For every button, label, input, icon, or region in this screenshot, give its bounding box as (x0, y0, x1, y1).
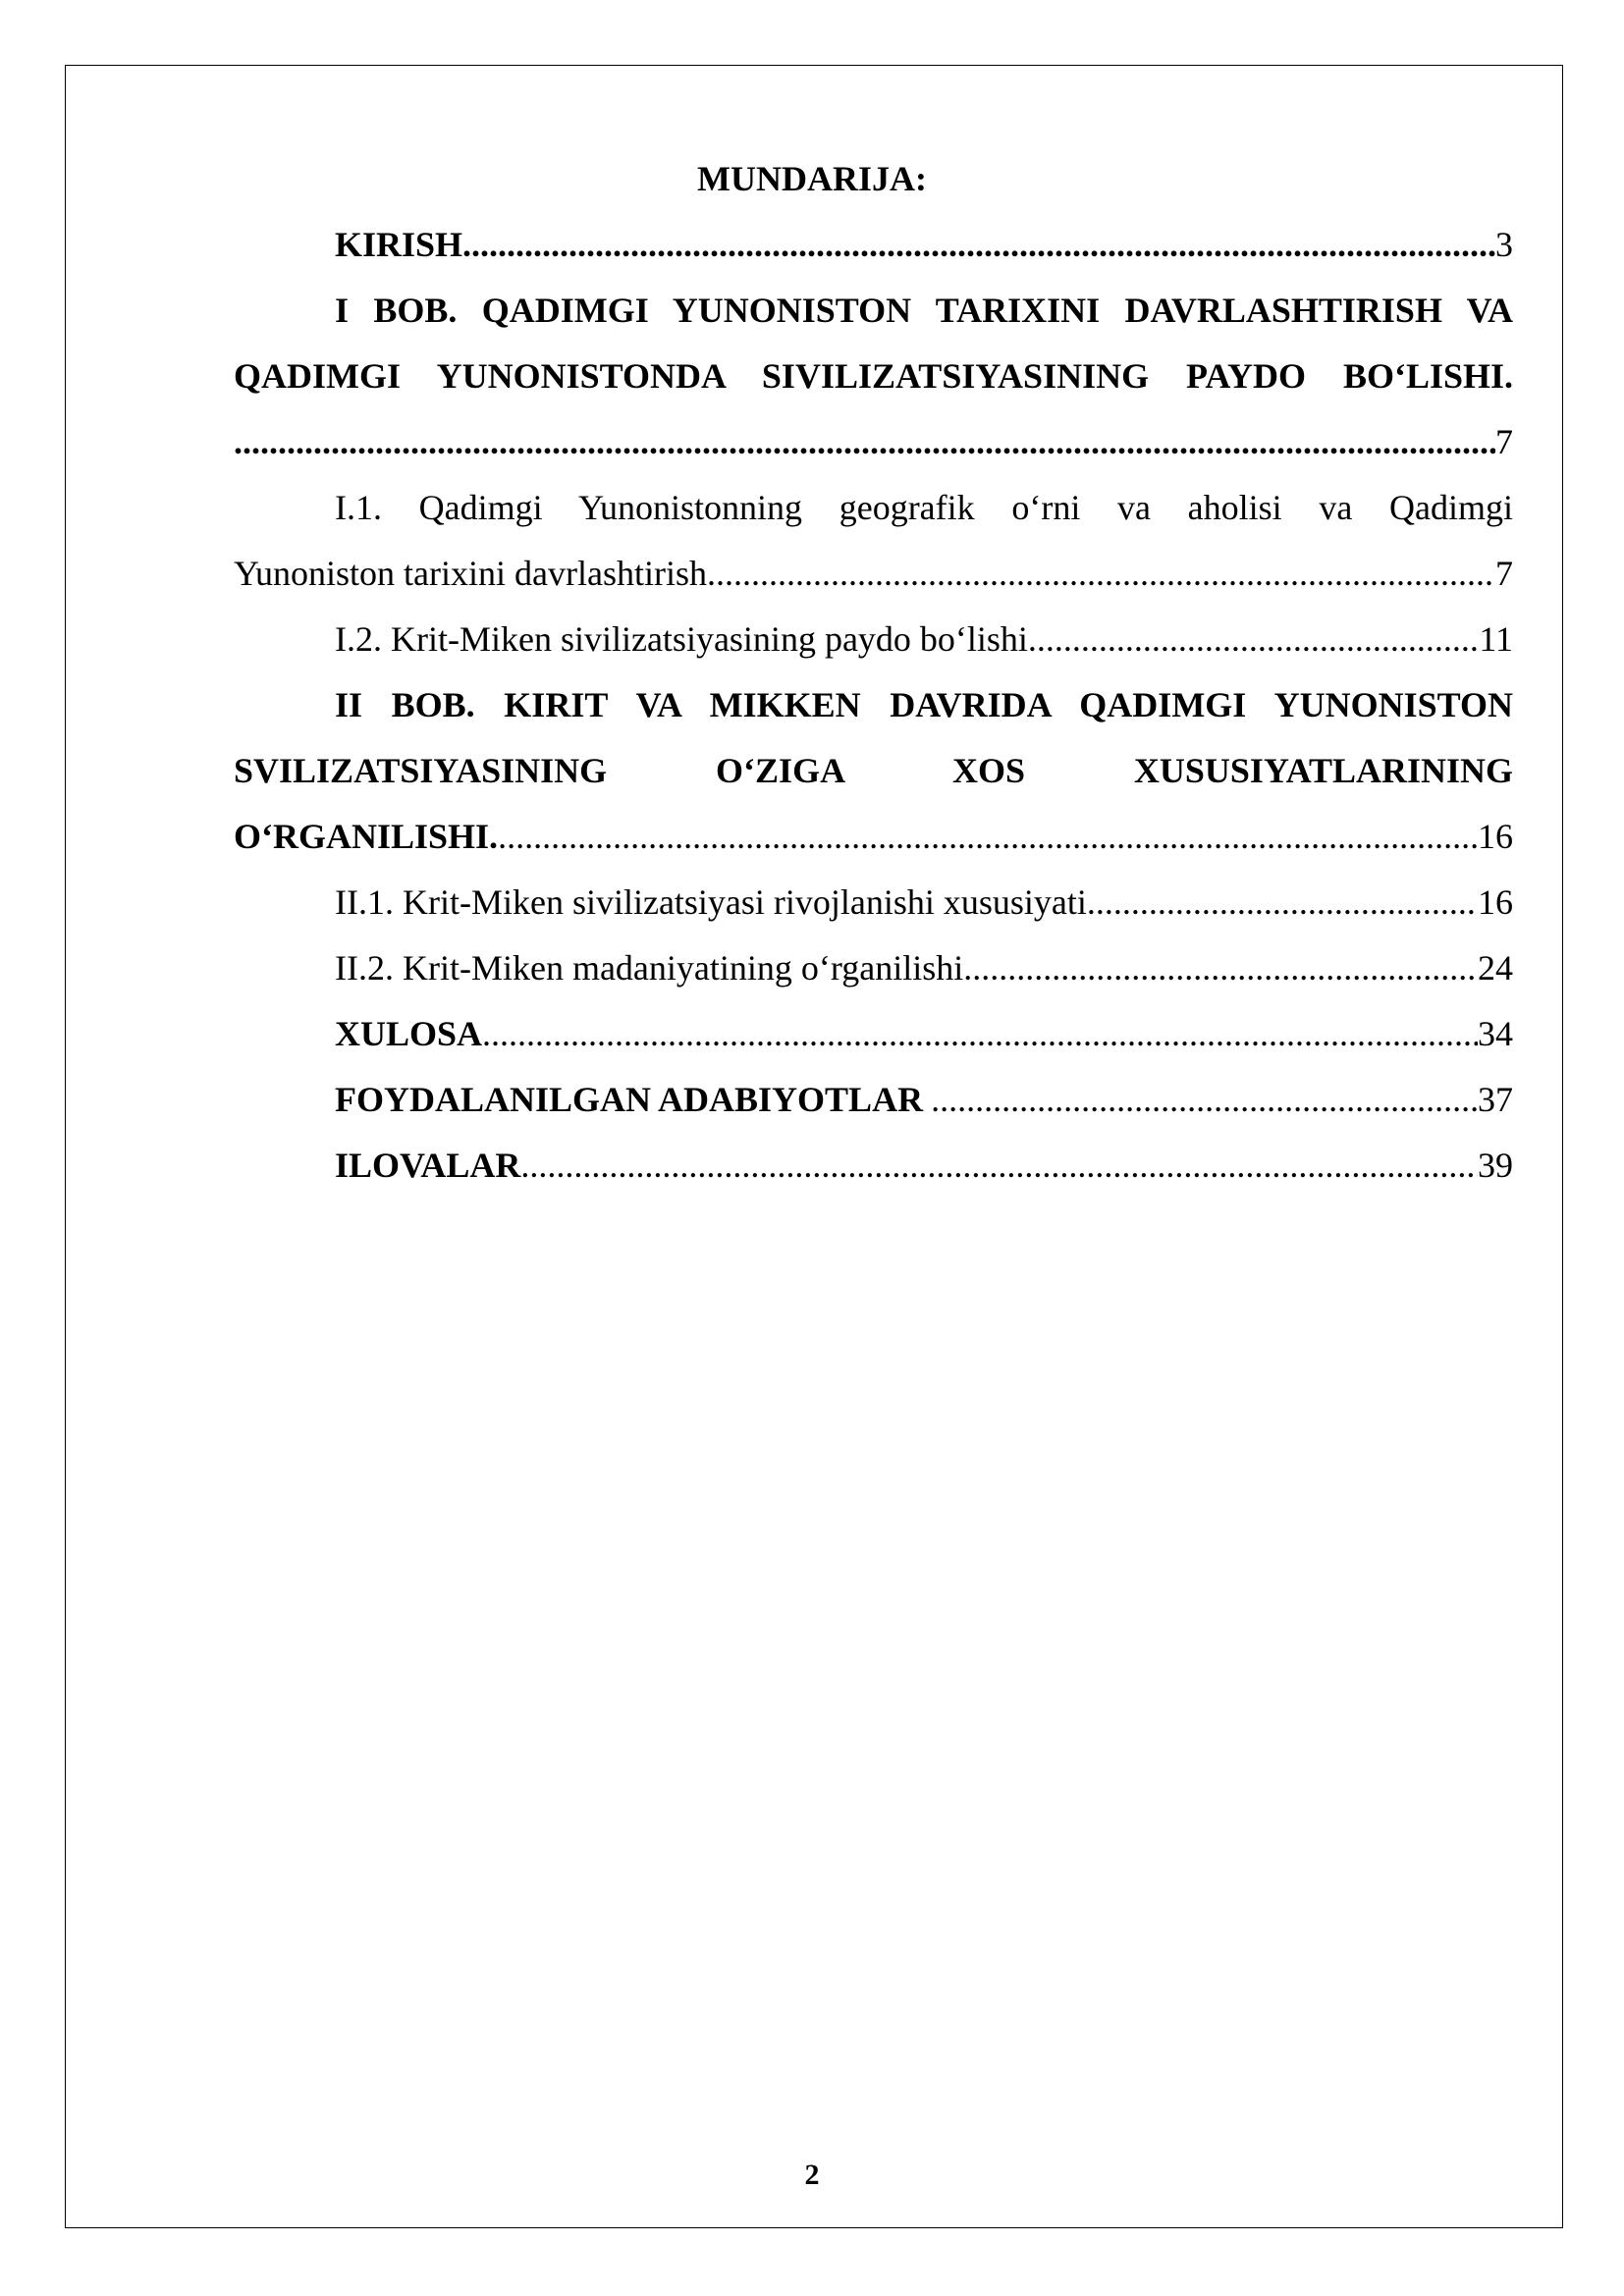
toc-entry-page: 37 (1478, 1080, 1513, 1119)
toc-entry-title-line1: I.1. Qadimgi Yunonistonning geografik o‘rni va aholisi va Qadimgi (335, 488, 1513, 527)
toc-entry-page: 7 (1495, 554, 1513, 593)
toc-entry-page: 3 (1495, 225, 1513, 264)
toc-entry-ilovalar[interactable] (234, 1133, 1513, 1199)
toc-entry-kirish[interactable] (234, 212, 1513, 278)
toc-entry-page: 24 (1478, 948, 1513, 988)
toc-entry-title: II.2. Krit-Miken madaniyatining o‘rganilishi (335, 948, 964, 988)
toc-leader-dots (520, 1133, 1478, 1199)
table-of-contents (234, 212, 1513, 1199)
toc-entry-title: I.2. Krit-Miken sivilizatsiyasining paydo bo‘lishi (335, 619, 1028, 659)
toc-entry-title: II.1. Krit-Miken sivilizatsiyasi rivojlanishi xususiyati. (335, 882, 1096, 922)
toc-leader-dots (1096, 870, 1478, 935)
toc-leader-dots (931, 1067, 1478, 1133)
toc-leader-dots (234, 409, 1495, 475)
toc-entry-title: KIRISH (335, 225, 463, 264)
toc-entry-page: 16 (1478, 882, 1513, 922)
toc-entry-title-line2: QADIMGI YUNONISTONDA SIVILIZATSIYASINING PAYDO BO‘LISHI. (234, 356, 1513, 396)
toc-entry-page: 11 (1479, 619, 1513, 659)
toc-entry-xulosa[interactable] (234, 1001, 1513, 1067)
toc-heading: MUNDARIJA: (697, 159, 927, 198)
toc-leader-dots (963, 935, 1478, 1001)
toc-entry-bob2[interactable] (234, 672, 1513, 870)
toc-entry-bob1[interactable] (234, 278, 1513, 475)
toc-entry-section-2-2[interactable] (234, 935, 1513, 1001)
toc-entry-title-line1: I BOB. QADIMGI YUNONISTON TARIXINI DAVRLASHTIRISH VA (335, 291, 1513, 330)
toc-leader-dots (462, 212, 1495, 278)
toc-entry-title: XULOSA (335, 1014, 483, 1053)
toc-entry-title-line1: II BOB. KIRIT VA MIKKEN DAVRIDA QADIMGI YUNONISTON (335, 685, 1513, 724)
toc-entry-title-line3: O‘RGANILISHI. (234, 817, 499, 856)
toc-entry-page: 16 (1478, 817, 1513, 856)
toc-leader-dots (1028, 607, 1479, 672)
toc-leader-dots (716, 541, 1495, 607)
toc-entry-title: FOYDALANILGAN ADABIYOTLAR (335, 1080, 924, 1119)
toc-entry-page: 7 (1495, 422, 1513, 461)
toc-entry-page: 39 (1478, 1146, 1513, 1185)
toc-entry-section-1-1[interactable] (234, 475, 1513, 607)
toc-entry-title: ILOVALAR (335, 1146, 521, 1185)
toc-leader-dots (482, 1001, 1478, 1067)
toc-entry-adabiyotlar[interactable] (234, 1067, 1513, 1133)
toc-leader-dots (498, 804, 1478, 870)
toc-entry-title-line2: SVILIZATSIYASINING O‘ZIGA XOS XUSUSIYATLARINING (234, 751, 1513, 790)
toc-entry-page: 34 (1478, 1014, 1513, 1053)
toc-entry-title-line2: Yunoniston tarixini davrlashtirish. (234, 554, 716, 593)
toc-entry-section-2-1[interactable] (234, 870, 1513, 935)
toc-entry-section-1-2[interactable] (234, 607, 1513, 672)
page-number: 2 (804, 2159, 820, 2191)
